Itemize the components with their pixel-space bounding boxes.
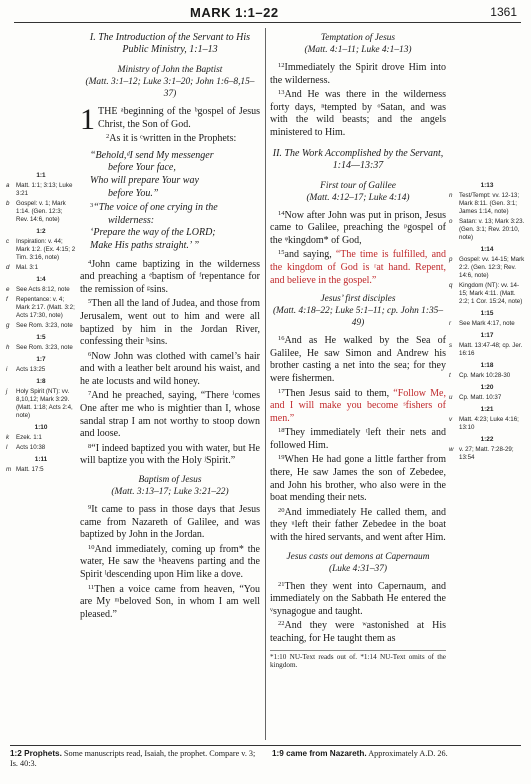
verse-5: $^5$Then all the land of Judea, and those from Jerusalem, went out to him and were all baptized by him in the Jordan River, confessing their ʰsins. xyxy=(80,298,260,348)
ref-verse-heading: 1:13 xyxy=(480,182,494,189)
ref-letter: n xyxy=(449,192,453,199)
ref-text: Kingdom (NT): vv. 14-15; Mark 4:11. (Matt. 2:2; 1 Cor. 15:24, note) xyxy=(459,282,523,305)
ref-verse-heading: 1:15 xyxy=(480,310,494,317)
ref-verse-heading: 1:17 xyxy=(480,332,494,339)
ref-text: See Rom. 3:23, note xyxy=(16,344,73,351)
page-number: 1361 xyxy=(490,5,517,19)
verse-10: $^{10}$And immediately, coming up from* the water, He saw the ᵏheavens parting and the Spirit ˡdescending upon Him like a dove. xyxy=(80,543,260,580)
ref-letter: b xyxy=(6,200,10,207)
running-head: MARK 1:1–22 xyxy=(190,5,279,20)
cross-reference xyxy=(6,296,76,320)
parallel-refs: (Luke 4:31–37) xyxy=(328,563,388,574)
verse-14: $^{14}$Now after John was put in prison, Jesus came to Galilee, preaching the ᵖgospel of the ᵠkingdom* of God, xyxy=(270,209,446,246)
verse-17: $^{17}$Then Jesus said to them, “Follow Me, and I will make you become ˢfishers of men.” xyxy=(270,387,446,424)
ref-letter: u xyxy=(449,394,453,401)
words-of-jesus: “Follow Me, and I will make you become ˢfishers of men.” xyxy=(270,387,446,424)
ref-text: Mal. 3:1 xyxy=(16,264,39,271)
verse-7: $^7$And he preached, saying, “There ⁱcomes One after me who is mightier than I, whose sandal strap I am not worthy to stoop down and loose. xyxy=(80,390,260,440)
verse-18: $^{18}$They immediately ᵗleft their nets and followed Him. xyxy=(270,427,446,451)
verse-16: $^{16}$And as He walked by the Sea of Galilee, He saw Simon and Andrew his brother casting a net into the sea; for they were fishermen. xyxy=(270,335,446,384)
ref-text: Cp. Mark 10:28-30 xyxy=(459,372,511,379)
study-note-1: 1:2 Prophets. Some manuscripts read, Isaiah, the prophet. Compare v. 3; Is. 40:3. xyxy=(10,749,256,768)
cross-reference xyxy=(449,372,525,380)
ref-letter: l xyxy=(6,444,8,451)
ref-text: Matt. 4:23; Luke 4:16; 13:10 xyxy=(459,416,519,431)
verse-19: $^{19}$When He had gone a little farther from there, He saw James the son of Zebedee, and John his brother, who also were in the boat mending their nets. xyxy=(270,454,446,504)
ref-letter: r xyxy=(449,320,452,327)
ref-text: Holy Spirit (NT): vv. 8,10,12; Mark 3:29. (Matt. 1:18; Acts 2:4, note) xyxy=(16,388,73,419)
ref-text: Acts 13:25 xyxy=(16,366,46,373)
ref-text: Repentance: v. 4; Mark 2:17. (Matt. 3:2; Acts 17:30, note) xyxy=(16,296,75,319)
ref-text: Cp. Matt. 10:37 xyxy=(459,394,502,401)
cross-reference xyxy=(449,192,525,216)
parallel-refs: (Matt. 4:1–11; Luke 4:1–13) xyxy=(304,45,412,55)
cross-reference xyxy=(6,286,76,294)
verse-8: $^8$“I indeed baptized you with water, but He will baptize you with the Holy ʲSpirit.” xyxy=(80,442,260,467)
ref-letter: e xyxy=(6,286,10,293)
parallel-refs: (Matt. 4:18–22; Luke 5:1–11; cp. John 1:35–49) xyxy=(272,306,444,329)
verse-6: $^6$Now John was clothed with camel’s hair and with a leather belt around his waist, and he ate locusts and wild honey. xyxy=(80,350,260,387)
ref-letter: a xyxy=(6,182,10,189)
left-reference-column xyxy=(6,168,76,476)
ref-text: See Rom. 3:23, note xyxy=(16,322,73,329)
ref-letter: w xyxy=(449,446,454,453)
cross-reference xyxy=(6,200,76,224)
footer-rule xyxy=(10,745,521,746)
verse-9: $^9$It came to pass in those days that Jesus came from Nazareth of Galilee, and was baptized by John in the Jordan. xyxy=(80,504,260,541)
pericope-title: Temptation of Jesus xyxy=(320,33,396,43)
ref-verse-heading: 1:5 xyxy=(36,334,46,341)
header-rule xyxy=(14,22,521,23)
ref-verse-heading: 1:11 xyxy=(34,456,48,463)
ref-text: v. 27; Matt. 7:28-29; 13:54 xyxy=(459,446,514,461)
verse-12: $^{12}$Immediately the Spirit drove Him into the wilderness. xyxy=(270,62,446,86)
verse-2: $^2$As it is ᶜwritten in the Prophets: xyxy=(106,133,237,145)
ref-letter: v xyxy=(449,416,453,423)
section-heading: II. The Work Accomplished by the Servant, 1:14—13:37 xyxy=(272,147,444,171)
ref-letter: i xyxy=(6,366,8,373)
ref-letter: g xyxy=(6,322,10,329)
page-header xyxy=(0,0,531,22)
ref-text: Matt. 17:5 xyxy=(16,466,44,473)
ref-verse-heading: 1:21 xyxy=(480,406,494,413)
cross-reference xyxy=(6,388,76,420)
chapter-number: 1 xyxy=(80,103,95,136)
cross-reference xyxy=(6,366,76,374)
parallel-refs: (Matt. 3:1–12; Luke 3:1–20; John 1:6–8,15–37) xyxy=(85,77,255,99)
verse-11: $^{11}$Then a voice came from heaven, “You are My ᵐbeloved Son, in whom I am well pleased.” xyxy=(80,583,260,620)
ref-verse-heading: 1:1 xyxy=(36,172,46,179)
ref-letter: k xyxy=(6,434,10,441)
ref-text: Gospel: v. 1; Mark 1:14. (Gen. 12:3; Rev. 14:6, note) xyxy=(16,200,66,223)
ref-text: Matt. 1:1; 3:13; Luke 3:21 xyxy=(16,182,73,197)
ref-letter: o xyxy=(449,218,453,225)
pericope-title: Ministry of John the Baptist xyxy=(117,65,223,75)
cross-reference xyxy=(6,238,76,262)
cross-reference xyxy=(6,444,76,452)
ref-letter: p xyxy=(449,256,453,263)
parallel-refs: (Matt. 4:12–17; Luke 4:14) xyxy=(306,192,410,203)
pericope-title: Jesus’ first disciples xyxy=(320,294,396,305)
column-divider xyxy=(265,28,266,740)
verse-4: $^4$John came baptizing in the wilderness and preaching a ᵉbaptism of ᶠrepentance for the remission of ᵍsins. xyxy=(80,258,260,295)
cross-reference xyxy=(6,466,76,474)
cross-reference xyxy=(449,282,525,306)
ref-verse-heading: 1:8 xyxy=(36,378,46,385)
study-note-2: 1:9 came from Nazareth. Approximately A.D. 26. xyxy=(272,749,448,758)
cross-reference xyxy=(6,182,76,198)
pericope-title: Baptism of Jesus xyxy=(138,475,202,486)
ref-text: Test/Tempt: vv. 12-13; Mark 8:11. (Gen. 3:1; James 1:14, note) xyxy=(459,192,520,215)
ref-letter: t xyxy=(449,372,451,379)
parallel-refs: (Matt. 3:13–17; Luke 3:21–22) xyxy=(111,487,229,498)
ref-letter: s xyxy=(449,342,453,349)
ref-verse-heading: 1:10 xyxy=(34,424,48,431)
ref-letter: q xyxy=(449,282,453,289)
cross-reference xyxy=(449,394,525,402)
ref-letter: c xyxy=(6,238,10,245)
ref-verse-heading: 1:14 xyxy=(480,246,494,253)
cross-reference xyxy=(6,322,76,330)
ref-letter: d xyxy=(6,264,10,271)
cross-reference xyxy=(6,344,76,352)
ref-text: See Acts 8:12, note xyxy=(16,286,70,293)
cross-reference xyxy=(6,264,76,272)
ref-text: Acts 10:38 xyxy=(16,444,46,451)
right-reference-column xyxy=(449,178,525,464)
ref-verse-heading: 1:18 xyxy=(480,362,494,369)
ref-verse-heading: 1:2 xyxy=(36,228,46,235)
ref-verse-heading: 1:7 xyxy=(36,356,46,363)
verse-21: $^{21}$Then they went into Capernaum, and immediately on the Sabbath He entered the ᵛsynagogue and taught. xyxy=(270,580,446,617)
cross-reference xyxy=(449,320,525,328)
cross-reference xyxy=(449,416,525,432)
text-column-1 xyxy=(80,28,260,621)
verse-22: $^{22}$And they were ʷastonished at His teaching, for He taught them as xyxy=(270,620,446,644)
pericope-title: Jesus casts out demons at Capernaum xyxy=(286,551,430,562)
ref-verse-heading: 1:20 xyxy=(480,384,494,391)
ref-letter: h xyxy=(6,344,10,351)
ref-text: Matt. 13:47-48; cp. Jer. 16:16 xyxy=(459,342,523,357)
verse-20: $^{20}$And immediately He called them, and they ᵘleft their father Zebedee in the boat with the hired servants, and went after Him. xyxy=(270,506,446,544)
pericope-title: First tour of Galilee xyxy=(320,180,396,191)
cross-reference xyxy=(449,342,525,358)
verse-15: $^{15}$and saying, “The time is fulfilled, and the kingdom of God is ʳat hand. Repent, and believe in the gospel.” xyxy=(270,249,447,286)
section-heading: I. The Introduction of the Servant to His Public Ministry, 1:1–13 xyxy=(89,32,251,55)
cross-reference xyxy=(6,434,76,442)
ref-verse-heading: 1:4 xyxy=(36,276,46,283)
verse-13: $^{13}$And He was there in the wilderness forty days, ⁿtempted by ᵒSatan, and was with the wild beasts; and the angels ministered to Him. xyxy=(270,89,446,138)
text-column-2 xyxy=(270,28,446,670)
verse-1: 1 THE ᵃbeginning of the ᵇgospel of Jesus Christ, the Son of God. xyxy=(80,103,260,136)
ref-text: Inspiration: v. 44; Mark 1:2. (Ex. 4:15; 2 Tim. 3:16, note) xyxy=(16,238,76,261)
ref-text: Satan: v. 13; Mark 3:23. (Gen. 3:1; Rev. 20:10, note) xyxy=(459,218,525,241)
ref-letter: j xyxy=(6,388,8,395)
ref-verse-heading: 1:22 xyxy=(480,436,494,443)
ref-letter: m xyxy=(6,466,12,473)
ref-letter: f xyxy=(6,296,8,303)
ref-text: Ezek. 1:1 xyxy=(16,434,42,441)
quotation: “Behold,ᵈI send My messenger before Your face, Who will prepare Your way before You.” $^3$“The voice of one crying in the wilderness: ‘Prepare the way of the LORD; Make His paths straight.’ ” xyxy=(90,149,218,251)
cross-reference xyxy=(449,256,525,280)
ref-text: See Mark 4:17, note xyxy=(459,320,515,327)
ref-text: Gospel: vv. 14-15; Mark 2:2. (Gen. 12:3; Rev. 14:6, note) xyxy=(459,256,525,279)
cross-reference xyxy=(449,446,525,462)
words-of-jesus: “The time is fulfilled, and the kingdom of God is ʳat hand. Repent, and believe in the gospel.” xyxy=(270,249,447,286)
textual-notes: *1:10 NU-Text reads out of. *1:14 NU-Text omits of the kingdom. xyxy=(270,650,446,670)
cross-reference xyxy=(449,218,525,242)
